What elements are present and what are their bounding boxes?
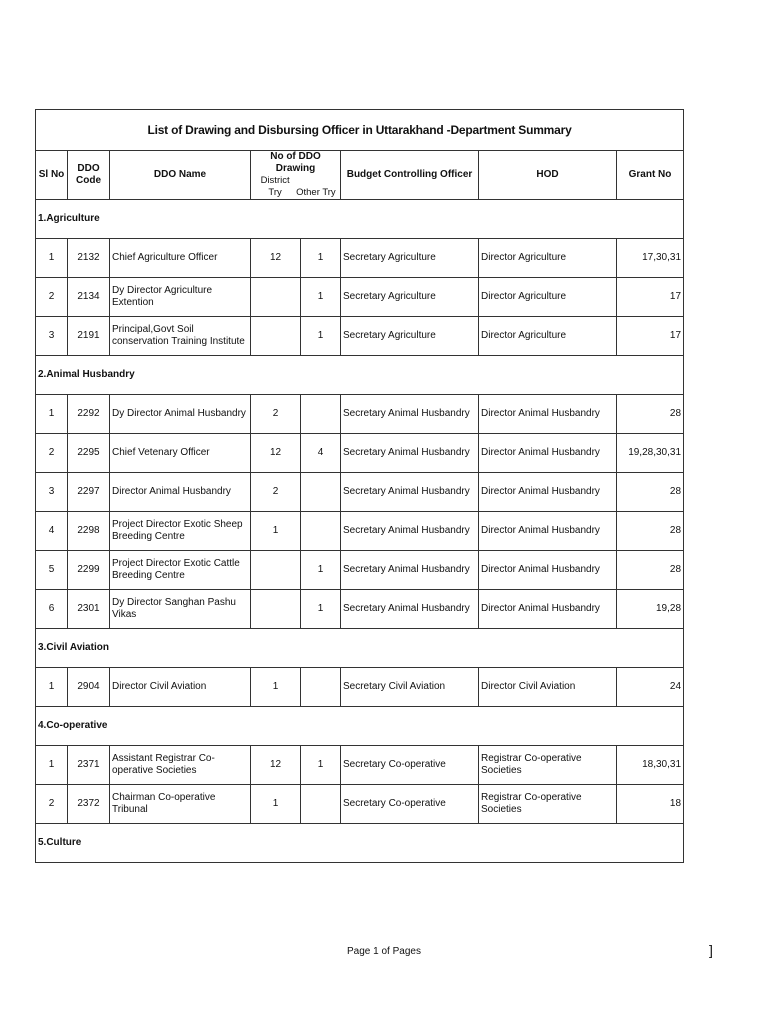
cell-hod: Director Animal Husbandry <box>479 590 617 629</box>
cell-grant-no: 28 <box>617 551 684 590</box>
cell-sl-no: 2 <box>36 785 68 824</box>
page-footer: Page 1 of Pages <box>347 946 421 957</box>
table-row <box>36 395 684 434</box>
cell-ddo-code: 2371 <box>68 746 110 785</box>
cell-other-try <box>301 473 341 512</box>
table-row <box>36 512 684 551</box>
cell-ddo-name: Director Civil Aviation <box>110 668 251 707</box>
cell-district-try: 2 <box>251 395 301 434</box>
cell-ddo-name: Principal,Govt Soil conservation Training Institute <box>110 317 251 356</box>
table-row <box>36 278 684 317</box>
cell-grant-no: 18,30,31 <box>617 746 684 785</box>
cell-grant-no: 19,28 <box>617 590 684 629</box>
cell-grant-no: 18 <box>617 785 684 824</box>
cell-ddo-code: 2297 <box>68 473 110 512</box>
cell-district-try: 12 <box>251 746 301 785</box>
table-row <box>36 473 684 512</box>
title-row <box>36 110 684 151</box>
cell-grant-no: 28 <box>617 473 684 512</box>
cell-bco: Secretary Agriculture <box>341 317 479 356</box>
cell-bco: Secretary Animal Husbandry <box>341 551 479 590</box>
cell-sl-no: 1 <box>36 395 68 434</box>
section-title: 4.Co-operative <box>36 707 684 746</box>
cell-ddo-name: Dy Director Sanghan Pashu Vikas <box>110 590 251 629</box>
cell-hod: Director Animal Husbandry <box>479 473 617 512</box>
cell-hod: Director Animal Husbandry <box>479 551 617 590</box>
cell-bco: Secretary Animal Husbandry <box>341 395 479 434</box>
header-other-try: Other Try <box>296 187 336 198</box>
cell-ddo-code: 2372 <box>68 785 110 824</box>
cell-other-try <box>301 668 341 707</box>
cell-hod: Director Civil Aviation <box>479 668 617 707</box>
cell-ddo-code: 2191 <box>68 317 110 356</box>
cell-district-try: 1 <box>251 785 301 824</box>
table-row <box>36 785 684 824</box>
cell-sl-no: 3 <box>36 473 68 512</box>
table-row <box>36 551 684 590</box>
cell-district-try: 2 <box>251 473 301 512</box>
section-row <box>36 356 684 395</box>
cell-hod: Director Agriculture <box>479 239 617 278</box>
cell-ddo-name: Project Director Exotic Cattle Breeding Centre <box>110 551 251 590</box>
cell-ddo-name: Dy Director Animal Husbandry <box>110 395 251 434</box>
cell-grant-no: 19,28,30,31 <box>617 434 684 473</box>
page-title: List of Drawing and Disbursing Officer in Uttarakhand -Department Summary <box>36 110 684 151</box>
section-row <box>36 824 684 863</box>
table-row <box>36 668 684 707</box>
header-ddo-name: DDO Name <box>110 151 251 200</box>
cell-ddo-code: 2904 <box>68 668 110 707</box>
header-sl-no: Sl No <box>36 151 68 200</box>
cell-grant-no: 28 <box>617 512 684 551</box>
section-title: 5.Culture <box>36 824 684 863</box>
cell-grant-no: 28 <box>617 395 684 434</box>
cell-ddo-name: Chief Agriculture Officer <box>110 239 251 278</box>
cell-grant-no: 17,30,31 <box>617 239 684 278</box>
cell-other-try: 1 <box>301 551 341 590</box>
header-no-of-ddo <box>251 151 341 200</box>
cell-other-try: 4 <box>301 434 341 473</box>
section-title: 1.Agriculture <box>36 200 684 239</box>
cell-grant-no: 17 <box>617 317 684 356</box>
cell-bco: Secretary Animal Husbandry <box>341 512 479 551</box>
cell-sl-no: 1 <box>36 668 68 707</box>
section-row <box>36 629 684 668</box>
table-row <box>36 239 684 278</box>
cell-ddo-name: Assistant Registrar Co-operative Societies <box>110 746 251 785</box>
cell-other-try: 1 <box>301 278 341 317</box>
header-ddo-code: DDO Code <box>68 151 110 200</box>
cell-hod: Registrar Co-operative Societies <box>479 746 617 785</box>
cell-sl-no: 1 <box>36 239 68 278</box>
cell-sl-no: 4 <box>36 512 68 551</box>
cell-sl-no: 2 <box>36 278 68 317</box>
cell-bco: Secretary Agriculture <box>341 278 479 317</box>
table-row <box>36 746 684 785</box>
header-no-of-ddo-label: No of DDO Drawing <box>270 151 321 174</box>
header-grant-no: Grant No <box>617 151 684 200</box>
cell-sl-no: 1 <box>36 746 68 785</box>
section-title: 3.Civil Aviation <box>36 629 684 668</box>
cell-grant-no: 24 <box>617 668 684 707</box>
cell-ddo-code: 2295 <box>68 434 110 473</box>
cell-other-try <box>301 512 341 551</box>
cell-bco: Secretary Agriculture <box>341 239 479 278</box>
cell-ddo-code: 2299 <box>68 551 110 590</box>
header-row <box>36 151 684 200</box>
cell-other-try: 1 <box>301 590 341 629</box>
cell-other-try: 1 <box>301 239 341 278</box>
cell-other-try <box>301 785 341 824</box>
header-hod: HOD <box>479 151 617 200</box>
cell-other-try: 1 <box>301 317 341 356</box>
cell-district-try: 12 <box>251 239 301 278</box>
table-row <box>36 434 684 473</box>
header-district-try: District Try <box>260 175 290 198</box>
cell-district-try <box>251 590 301 629</box>
cell-bco: Secretary Co-operative <box>341 785 479 824</box>
cell-ddo-name: Chief Vetenary Officer <box>110 434 251 473</box>
cell-hod: Director Animal Husbandry <box>479 395 617 434</box>
cell-ddo-name: Dy Director Agriculture Extention <box>110 278 251 317</box>
cell-district-try <box>251 551 301 590</box>
cell-district-try: 12 <box>251 434 301 473</box>
table-row <box>36 317 684 356</box>
cell-hod: Director Agriculture <box>479 317 617 356</box>
section-title: 2.Animal Husbandry <box>36 356 684 395</box>
cell-bco: Secretary Animal Husbandry <box>341 590 479 629</box>
cell-bco: Secretary Co-operative <box>341 746 479 785</box>
cell-sl-no: 6 <box>36 590 68 629</box>
cell-ddo-code: 2298 <box>68 512 110 551</box>
cell-hod: Director Agriculture <box>479 278 617 317</box>
cell-district-try: 1 <box>251 512 301 551</box>
cell-ddo-code: 2301 <box>68 590 110 629</box>
cell-ddo-code: 2292 <box>68 395 110 434</box>
corner-mark: ] <box>709 942 713 958</box>
ddo-summary-table <box>35 109 684 863</box>
cell-hod: Registrar Co-operative Societies <box>479 785 617 824</box>
cell-bco: Secretary Civil Aviation <box>341 668 479 707</box>
cell-sl-no: 3 <box>36 317 68 356</box>
section-row <box>36 707 684 746</box>
cell-district-try <box>251 278 301 317</box>
cell-hod: Director Animal Husbandry <box>479 512 617 551</box>
cell-hod: Director Animal Husbandry <box>479 434 617 473</box>
cell-ddo-code: 2132 <box>68 239 110 278</box>
cell-sl-no: 2 <box>36 434 68 473</box>
cell-district-try: 1 <box>251 668 301 707</box>
table-row <box>36 590 684 629</box>
cell-other-try <box>301 395 341 434</box>
cell-other-try: 1 <box>301 746 341 785</box>
cell-ddo-name: Project Director Exotic Sheep Breeding Centre <box>110 512 251 551</box>
cell-ddo-code: 2134 <box>68 278 110 317</box>
cell-ddo-name: Chairman Co-operative Tribunal <box>110 785 251 824</box>
section-row <box>36 200 684 239</box>
header-bco: Budget Controlling Officer <box>341 151 479 200</box>
cell-district-try <box>251 317 301 356</box>
cell-bco: Secretary Animal Husbandry <box>341 434 479 473</box>
cell-sl-no: 5 <box>36 551 68 590</box>
cell-grant-no: 17 <box>617 278 684 317</box>
cell-bco: Secretary Animal Husbandry <box>341 473 479 512</box>
cell-ddo-name: Director Animal Husbandry <box>110 473 251 512</box>
